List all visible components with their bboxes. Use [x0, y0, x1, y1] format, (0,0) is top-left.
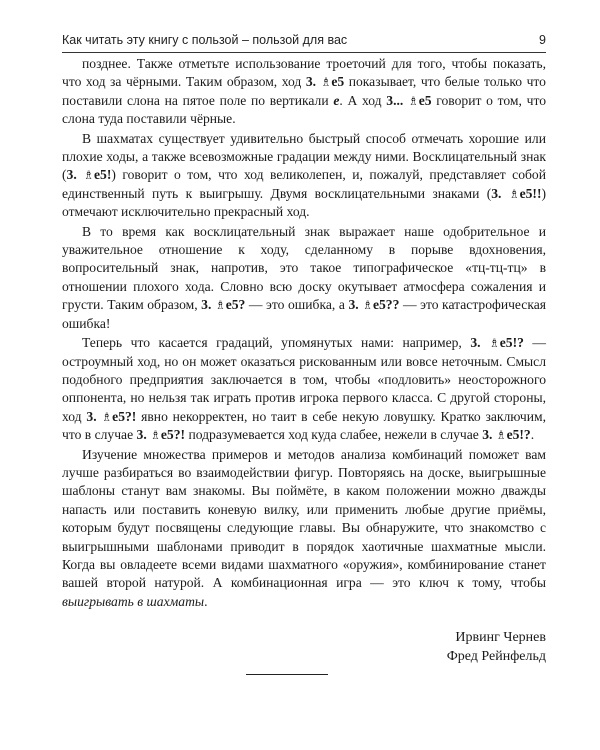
white-bishop-icon: ♗ — [150, 428, 161, 443]
move-number: 3. — [66, 167, 84, 183]
text-run: ) отмечают исключительно прекрасный ход. — [62, 185, 547, 220]
move-square: e5?! — [112, 408, 137, 424]
move-square: e5 — [418, 92, 432, 108]
closing-rule — [246, 674, 328, 675]
move-number: 3. — [491, 185, 509, 201]
move-number: 3. — [348, 297, 363, 313]
chess-move — [348, 297, 399, 312]
move-square: e5!! — [519, 185, 542, 201]
text-run: подразумевается ход куда слабее, нежели в случае — [185, 427, 483, 443]
paragraph-4 — [62, 334, 546, 444]
move-square: e5?! — [160, 427, 186, 443]
text-run: В шахматах существует удивительно быстрый способ отмечать хорошие или плохие ходы, а также всевозможные градации между ними. Восклицательный знак ( — [62, 130, 546, 183]
white-bishop-icon: ♗ — [101, 409, 113, 424]
paragraph-2 — [62, 130, 546, 222]
chess-move — [386, 93, 431, 108]
text-run: . — [530, 427, 535, 443]
emphasis-text: выигрывать в шахматы — [62, 593, 205, 609]
paragraph-3 — [62, 223, 546, 333]
chess-move — [67, 167, 112, 182]
author-name: Фред Рейнфельд — [446, 649, 546, 664]
move-number: 3. — [305, 74, 321, 90]
move-square: e5? — [225, 297, 246, 313]
text-run: Изучение множества примеров и методов анализа комбинаций поможет вам лучше разбираться во взаимодействии фигур. Повторяясь на доске, выигрышные шаблоны станут вам знакомы. Вы поймёте, в каком положении можно дважды напасть или поставить коневую вилку, или применить любые другие приёмы, которым будут посвящены следующие главы. Вы обнаружите, что знакомство с выигрышными шаблонами приводит в порядок хаотичные шахматные мысли. Когда вы овладеете всеми видами шахматного «оружия», комбинирование станет вашей второй натурой. А комбинационная игра — это ключ к тому, чтобы — [62, 446, 546, 591]
text-run: . — [204, 593, 208, 609]
chess-move — [201, 297, 245, 312]
move-square: e5!? — [499, 335, 524, 351]
text-run: В то время как восклицательный знак выражает наше одобрительное и уважительное отношение к ходу, сделанному в порыве вдохновения, вопросительный знак, напротив, это такое типографическое «тц-тц-тц» в отношении плохого хода. Словно всю доску окутывает атмосфера сожаления и грусти. Таким образом, — [62, 223, 546, 313]
white-bishop-icon: ♗ — [320, 75, 332, 90]
header-title: Как читать эту книгу с пользой – пользой для вас — [62, 33, 348, 47]
header-rule — [62, 52, 546, 53]
move-number: 3. — [470, 335, 489, 351]
text-run: — это катастрофическая ошибка! — [62, 297, 547, 331]
move-number: 3. — [201, 297, 215, 313]
move-square: e5!? — [506, 427, 531, 443]
text-run: — это ошибка, а — [245, 297, 349, 313]
white-bishop-icon: ♗ — [362, 298, 373, 313]
text-run: говорит о том, что слона туда поставили чёрные. — [62, 92, 546, 127]
white-bishop-icon: ♗ — [495, 428, 507, 443]
move-square: e5 — [331, 74, 345, 90]
text-run: . А ход — [339, 92, 387, 108]
chess-move — [470, 335, 524, 350]
white-bishop-icon: ♗ — [508, 186, 520, 201]
chess-move — [306, 74, 344, 89]
white-bishop-icon: ♗ — [407, 93, 419, 108]
text-run: Теперь что касается градаций, упомянутых нами: например, — [82, 335, 471, 351]
text-run: ) говорит о том, что ход великолепен, и, пожалуй, представляет собой единственный путь к выигрышу. Двумя восклицательными знаками ( — [62, 167, 547, 201]
file-letter: e — [333, 92, 340, 108]
text-run: позднее. Также отметьте использование троеточий для того, чтобы показать, что ход за чёрными. Таким образом, ход — [62, 56, 546, 90]
white-bishop-icon: ♗ — [214, 298, 226, 313]
author-name: Ирвинг Чернев — [455, 630, 546, 645]
chess-move — [137, 427, 186, 442]
white-bishop-icon: ♗ — [83, 168, 94, 183]
text-run: явно некорректен, но таит в себе некую ловушку. Кратко заключим, что в случае — [62, 408, 547, 443]
move-square: e5! — [93, 167, 112, 183]
text-run: — остроумный ход, но он может оказаться рискованным или вовсе неточным. Смысл подобного предприятия заключается в том, чтобы «подловить» неосторожного оппонента, но нельзя так играть против игрока первого класса. С другой стороны, ход — [62, 335, 547, 424]
move-number: 3. — [136, 427, 151, 443]
move-number: 3... — [386, 92, 408, 108]
chess-move — [86, 409, 136, 424]
chess-move — [491, 186, 541, 201]
signature-block — [447, 628, 546, 666]
move-square: e5?? — [372, 297, 400, 313]
text-run: показывает, что белые только что поставили слона на пятое поле по вертикали — [62, 74, 546, 108]
page-number: 9 — [539, 33, 546, 47]
chess-move — [482, 427, 531, 442]
white-bishop-icon: ♗ — [489, 336, 500, 351]
body-text — [62, 55, 546, 611]
paragraph-5 — [62, 446, 546, 612]
paragraph-1 — [62, 55, 546, 129]
move-number: 3. — [86, 408, 102, 424]
move-number: 3. — [482, 427, 496, 443]
running-header — [62, 33, 546, 47]
